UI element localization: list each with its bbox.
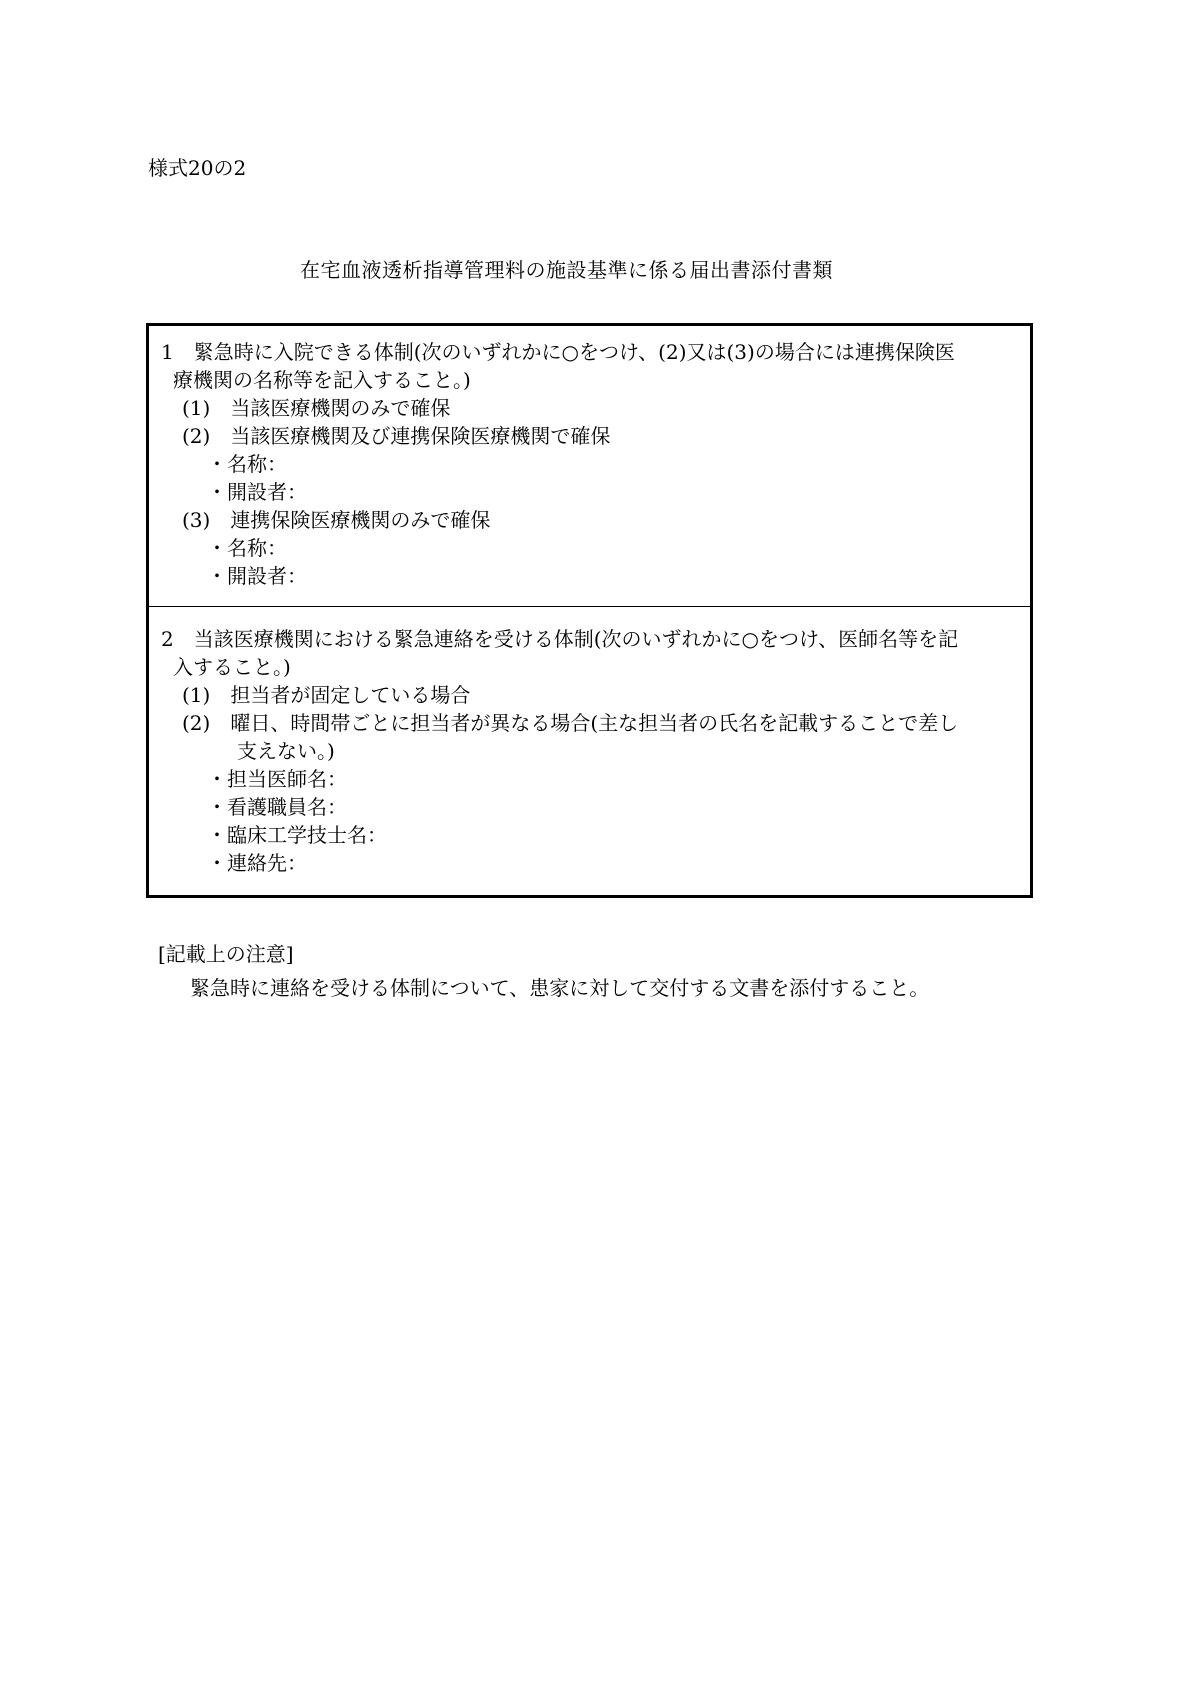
contact-option-1-label: (1) 担当者が固定している場合 bbox=[182, 683, 471, 707]
form-table bbox=[146, 323, 1033, 898]
section-emergency-admission bbox=[149, 326, 1030, 607]
option-2-name-field[interactable]: ・名称： bbox=[207, 452, 287, 476]
option-2-founder-field[interactable]: ・開設者： bbox=[207, 480, 307, 504]
contact-option-2-label-line-2: 支えない。) bbox=[237, 739, 335, 763]
nurse-name-field[interactable]: ・看護職員名： bbox=[207, 795, 347, 819]
doctor-name-field[interactable]: ・担当医師名： bbox=[207, 767, 347, 791]
contact-option-2-label-line-1: (2) 曜日、時間帯ごとに担当者が異なる場合(主な担当者の氏名を記載することで差し bbox=[182, 711, 959, 735]
document-title: 在宅血液透析指導管理料の施設基準に係る届出書添付書類 bbox=[300, 258, 833, 282]
option-2-label: (2) 当該医療機関及び連携保険医療機関で確保 bbox=[182, 424, 611, 448]
option-3-label: (3) 連携保険医療機関のみで確保 bbox=[182, 508, 491, 532]
section-1-heading-line-1: 1 緊急時に入院できる体制(次のいずれかに○をつけ、(2)又は(3)の場合には連携保険医 bbox=[161, 340, 955, 364]
option-1-label: (1) 当該医療機関のみで確保 bbox=[182, 396, 451, 420]
option-3-name-field[interactable]: ・名称： bbox=[207, 536, 287, 560]
contact-field[interactable]: ・連絡先： bbox=[207, 851, 307, 875]
notes-body: 緊急時に連絡を受ける体制について、患家に対して交付する文書を添付すること。 bbox=[190, 976, 930, 1000]
section-2-heading-line-2: 入すること。) bbox=[173, 655, 291, 679]
section-emergency-contact bbox=[149, 607, 1030, 895]
section-1-heading-line-2: 療機関の名称等を記入すること。) bbox=[173, 368, 471, 392]
section-2-heading-line-1: 2 当該医療機関における緊急連絡を受ける体制(次のいずれかに○をつけ、医師名等を記 bbox=[161, 627, 959, 651]
form-id: 様式20の2 bbox=[148, 156, 247, 180]
engineer-name-field[interactable]: ・臨床工学技士名： bbox=[207, 823, 387, 847]
notes-heading: [記載上の注意] bbox=[158, 942, 294, 966]
option-3-founder-field[interactable]: ・開設者： bbox=[207, 564, 307, 588]
